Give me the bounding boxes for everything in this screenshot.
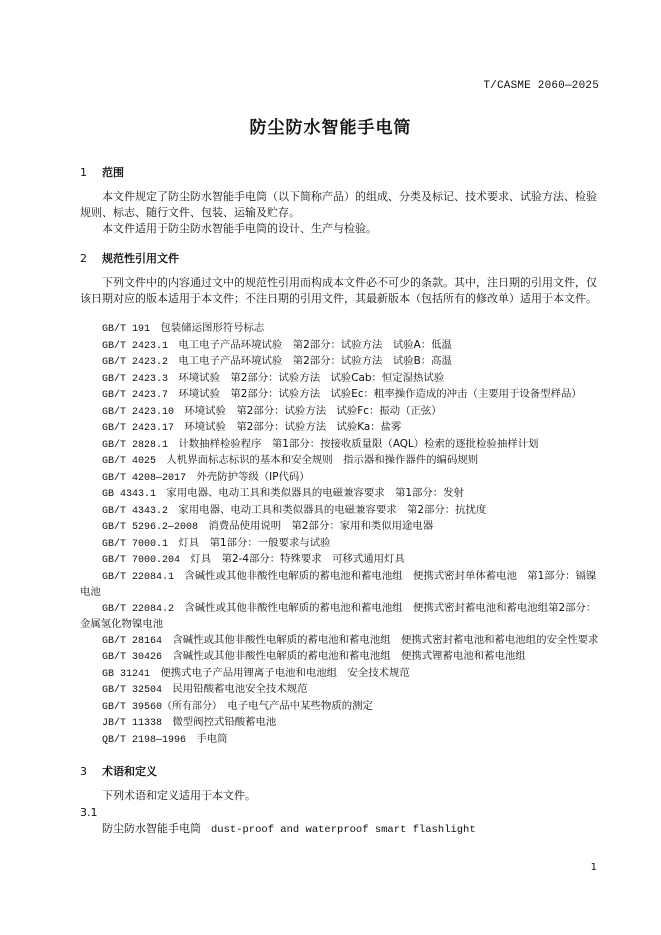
reference-code: GB/T 2423.2 — [102, 357, 169, 368]
section-title: 规范性引用文件 — [102, 252, 179, 265]
reference-title: 电工电子产品环境试验 第2部分：试验方法 试验A：低温 — [178, 338, 452, 351]
section-title: 范围 — [102, 166, 124, 179]
reference-item — [80, 437, 603, 454]
reference-code: GB/T 28164 — [102, 635, 163, 647]
reference-list — [80, 321, 603, 748]
reference-code: GB/T 2423.7 — [102, 390, 169, 401]
section-heading-terms — [80, 763, 157, 779]
reference-title: 灯具 第1部分：一般要求与试验 — [178, 536, 331, 549]
reference-title: 消费品使用说明 第2部分：家用和类似用途电器 — [208, 520, 434, 532]
reference-code: GB/T 22084.1 — [102, 571, 175, 583]
reference-code: GB/T 39560（所有部分） — [102, 701, 218, 713]
reference-item — [80, 569, 603, 601]
reference-item — [80, 321, 603, 338]
reference-title: 含碱性或其他非酸性电解质的蓄电池和蓄电池组 便携式密封单体蓄电池 第1部分：镉镍电池 — [80, 569, 597, 598]
reference-title: 手电筒 — [196, 732, 228, 745]
reference-item — [80, 633, 603, 650]
reference-item — [80, 338, 603, 355]
reference-code: GB/T 5296.2—2008 — [102, 522, 199, 533]
reference-item — [80, 470, 603, 487]
reference-title: 微型阀控式铅酸蓄电池 — [172, 716, 277, 728]
reference-title: 电子电气产品中某些物质的测定 — [227, 699, 373, 712]
document-id: T/CASME 2060—2025 — [483, 80, 599, 92]
reference-item — [80, 732, 603, 749]
reference-title: 环境试验 第2部分：试验方法 试验Ka：盐雾 — [184, 421, 402, 433]
section-number: 2 — [80, 252, 87, 265]
reference-code: GB/T 7000.1 — [102, 538, 169, 550]
reference-code: GB/T 30426 — [102, 652, 163, 663]
reference-code: GB/T 2423.10 — [102, 406, 175, 418]
document-title: 防尘防水智能手电筒 — [249, 118, 412, 138]
reference-code: GB 4343.1 — [102, 489, 157, 500]
section-heading-normative — [80, 250, 179, 266]
reference-item — [80, 486, 603, 503]
reference-title: 含碱性或其他非酸性电解质的蓄电池和蓄电池组 便携式锂蓄电池和蓄电池组 — [172, 650, 526, 662]
reference-code: GB/T 4208—2017 — [102, 472, 187, 484]
reference-code: GB/T 4343.2 — [102, 505, 169, 517]
reference-title: 家用电器、电动工具和类似器具的电磁兼容要求 第2部分：抗扰度 — [178, 503, 487, 516]
reference-title: 环境试验 第2部分：试验方法 试验Cab：恒定湿热试验 — [178, 371, 445, 384]
reference-item — [80, 519, 603, 536]
reference-item — [80, 371, 603, 388]
reference-title: 灯具 第2-4部分：特殊要求 可移式通用灯具 — [190, 553, 405, 565]
reference-item — [80, 354, 603, 371]
reference-code: QB/T 2198—1996 — [102, 734, 187, 746]
reference-item — [80, 649, 603, 666]
reference-title: 便携式电子产品用锂离子电池和电池组 安全技术规范 — [160, 666, 410, 679]
reference-code: GB/T 191 — [102, 324, 151, 335]
page-number: 1 — [590, 862, 597, 873]
reference-code: GB/T 22084.2 — [102, 603, 175, 615]
reference-item — [80, 387, 603, 404]
reference-code: GB/T 4025 — [102, 456, 157, 467]
reference-item — [80, 715, 603, 732]
reference-title: 家用电器、电动工具和类似器具的电磁兼容要求 第1部分：发射 — [166, 487, 464, 499]
reference-title: 包装储运图形符号标志 — [160, 322, 265, 334]
section-heading-scope — [80, 164, 124, 180]
reference-title: 环境试验 第2部分：试验方法 试验Ec：粗率操作造成的冲击（主要用于设备型样品） — [178, 388, 582, 400]
reference-item — [80, 503, 603, 520]
terms-intro: 下列术语和定义适用于本文件。 — [102, 789, 256, 802]
section-number: 3 — [80, 765, 87, 778]
reference-code: GB/T 2423.17 — [102, 423, 175, 434]
reference-item — [80, 536, 603, 553]
reference-title: 计数抽样检验程序 第1部分：按接收质量限（AQL）检索的逐批检验抽样计划 — [178, 437, 539, 450]
term-english: dust-proof and waterproof smart flashlight — [211, 824, 476, 836]
reference-code: GB/T 32504 — [102, 685, 163, 696]
term-entry — [102, 820, 476, 836]
reference-code: GB/T 7000.204 — [102, 555, 181, 566]
reference-title: 外壳防护等级（IP代码） — [196, 470, 310, 483]
term-chinese: 防尘防水智能手电筒 — [102, 822, 201, 835]
reference-title: 人机界面标志标识的基本和安全规则 指示器和操作器件的编码规则 — [166, 454, 479, 466]
normative-intro: 下列文件中的内容通过文中的规范性引用而构成本文件必不可少的条款。其中，注日期的引用文件，仅该日期对应的版本适用于本文件；不注日期的引用文件，其最新版本（包括所有的修改单）适用于本文件。 — [80, 276, 597, 305]
reference-code: GB/T 2828.1 — [102, 439, 169, 451]
reference-code: GB 31241 — [102, 668, 151, 680]
scope-paragraph-1: 本文件规定了防尘防水智能手电筒（以下简称产品）的组成、分类及标记、技术要求、试验方法、检验规则、标志、随行文件、包装、运输及贮存。 — [80, 190, 597, 219]
reference-item — [80, 404, 603, 421]
reference-item — [80, 453, 603, 470]
section-title: 术语和定义 — [102, 765, 157, 778]
reference-title: 环境试验 第2部分：试验方法 试验Fc：振动（正弦） — [184, 404, 442, 417]
section-number: 1 — [80, 166, 87, 179]
reference-code: JB/T 11338 — [102, 718, 163, 729]
term-entry-number: 3.1 — [80, 806, 98, 819]
scope-paragraph-2: 本文件适用于防尘防水智能手电筒的设计、生产与检验。 — [102, 222, 377, 235]
reference-item — [80, 699, 603, 716]
reference-title: 含碱性或其他非酸性电解质的蓄电池和蓄电池组 便携式密封蓄电池和蓄电池组的安全性要求 — [172, 633, 599, 646]
reference-title: 电工电子产品环境试验 第2部分：试验方法 试验B：高温 — [178, 355, 452, 367]
reference-item — [80, 601, 603, 633]
reference-title: 民用铅酸蓄电池安全技术规范 — [172, 683, 308, 695]
reference-item — [80, 420, 603, 437]
reference-title: 含碱性或其他非酸性电解质的蓄电池和蓄电池组 便携式密封蓄电池和蓄电池组第2部分：金属氢化物镍电池 — [80, 601, 597, 630]
reference-code: GB/T 2423.1 — [102, 340, 169, 352]
reference-item — [80, 552, 603, 569]
reference-code: GB/T 2423.3 — [102, 373, 169, 385]
reference-item — [80, 682, 603, 699]
reference-item — [80, 666, 603, 683]
